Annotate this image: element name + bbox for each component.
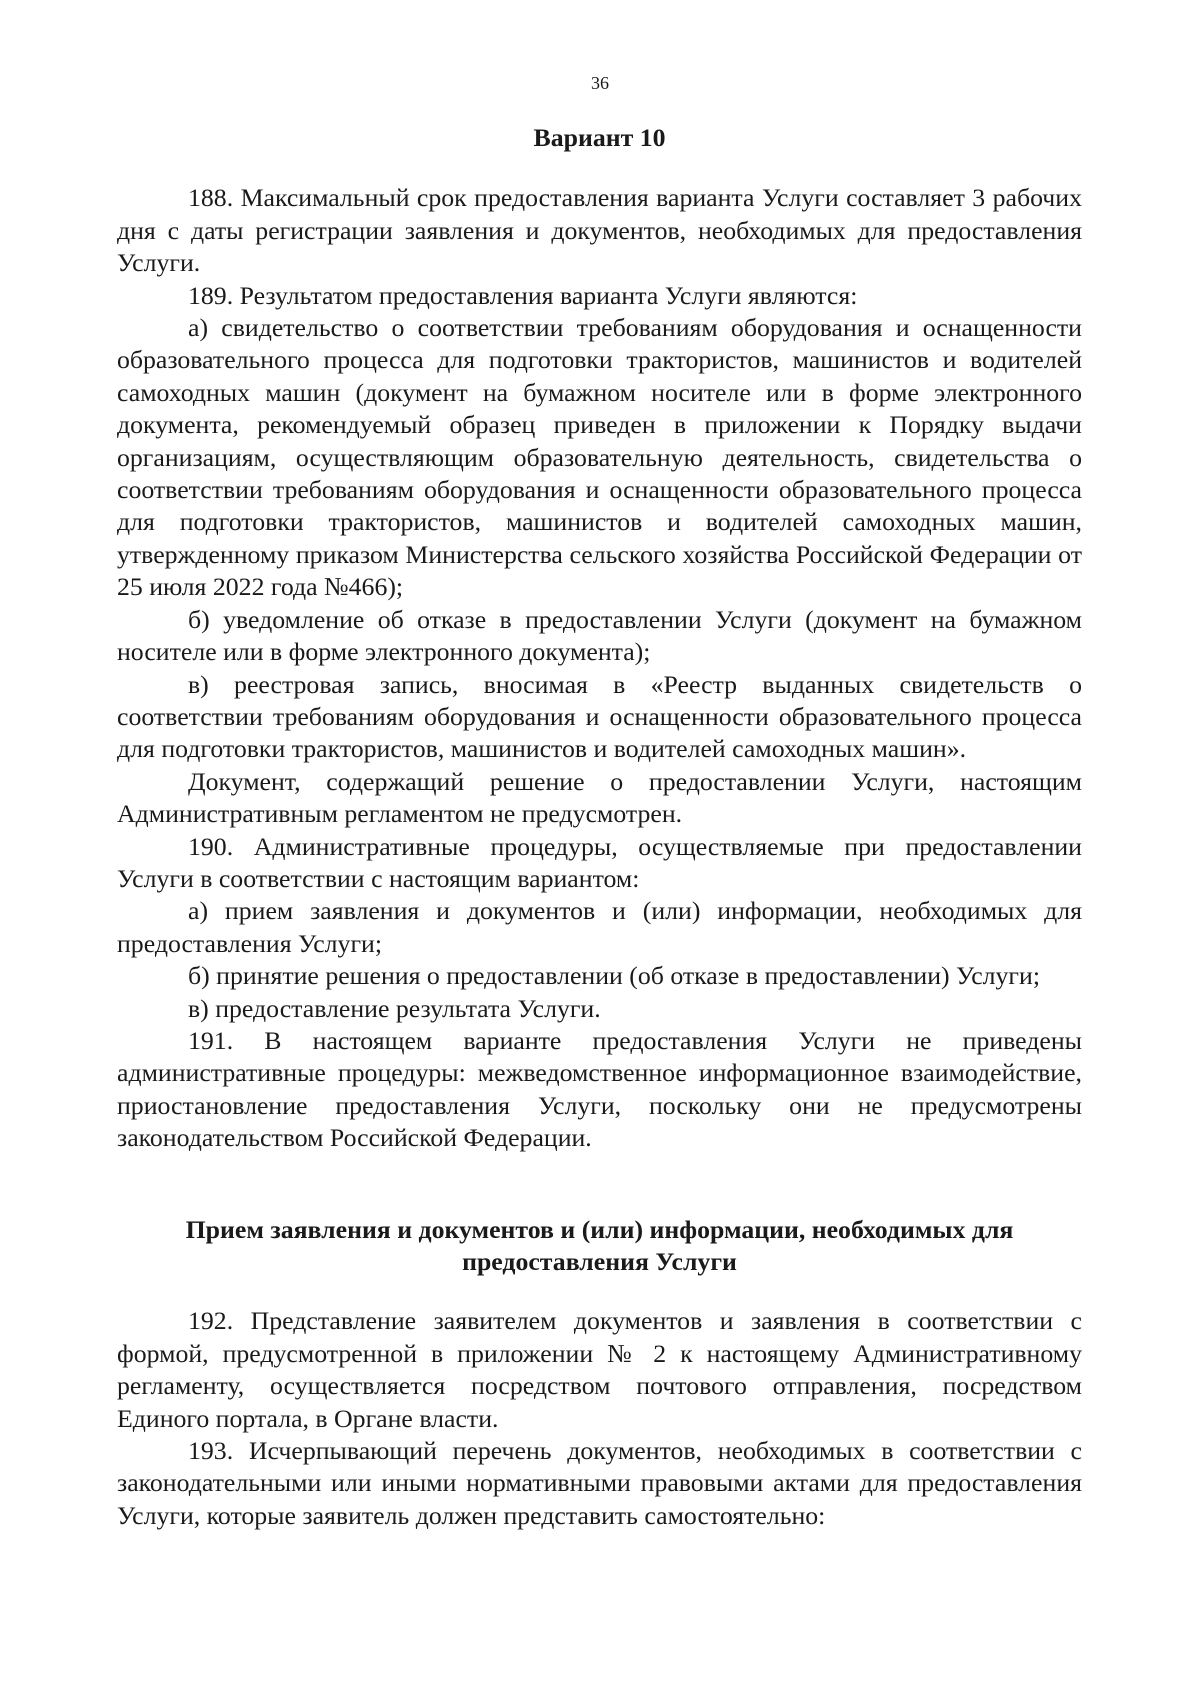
paragraph-190-v: в) предоставление результата Услуги. (188, 993, 601, 1023)
paragraphs-group-1 (117, 182, 1082, 1154)
paragraph-191: 191. В настоящем варианте предоставления Услуги не приведены административные процедуры: межведомственное информационное взаимодействие, приостановление предоставления Услуги, поскольку они не предусмотрены законодательством Российской Федерации. (117, 1025, 1082, 1153)
paragraph-189-b: б) уведомление об отказе в предоставлении Услуги (документ на бумажном носителе или в форме электронного документа); (117, 604, 1082, 667)
paragraph-190-b: б) принятие решения о предоставлении (об отказе в предоставлении) Услуги; (188, 961, 1040, 991)
paragraph-190-a: а) прием заявления и документов и (или) информации, необходимых для предоставления Услуги; (117, 896, 1082, 958)
paragraph-189: 189. Результатом предоставления варианта Услуги являются: (188, 280, 858, 310)
paragraph-188: 188. Максимальный срок предоставления варианта Услуги составляет 3 рабочих дня с даты регистрации заявления и документов, необходимых для предоставления Услуги. (117, 183, 1082, 278)
paragraph-189-a: а) свидетельство о соответствии требованиям оборудования и оснащенности образовательного процесса для подготовки трактористов, машинистов и водителей самоходных машин (документ на бумажном носителе или в форме электронного документа, рекомендуемый образец приведен в приложении к Порядку выдачи организациям, осуществляющим образовательную деятельность, свидетельства о соответствии требованиям оборудования и оснащенности образовательного процесса для подготовки трактористов, машинистов и водителей самоходных машин, утвержденному приказом Министерства сельского хозяйства Российской Федерации от 25 июля 2022 года №466); (117, 313, 1082, 602)
paragraph-189-v: в) реестровая запись, вносимая в «Реестр выданных свидетельств о соответствии требованиям оборудования и оснащенности образовательного процесса для подготовки трактористов, машинистов и водителей самоходных машин». (117, 669, 1082, 764)
variant-heading: Вариант 10 (533, 123, 666, 152)
section-heading-line-1: Прием заявления и документов и (или) информации, необходимых для (185, 1214, 1014, 1244)
paragraphs-group-2 (117, 1305, 1082, 1532)
paragraph-192: 192. Представление заявителем документов и заявления в соответствии с формой, предусмотренной в приложении № 2 к настоящему Административному регламенту, осуществляется посредством почтового отправления, посредством Единого портала, в Органе власти. (117, 1306, 1082, 1433)
section-heading (117, 1214, 1082, 1279)
document-body (117, 122, 1082, 1532)
page-number: 36 (591, 73, 609, 93)
section-heading-line-2: предоставления Услуги (462, 1247, 737, 1276)
paragraph-190: 190. Административные процедуры, осуществляемые при предоставлении Услуги в соответствии с настоящим вариантом: (117, 831, 1082, 893)
paragraph-193: 193. Исчерпывающий перечень документов, необходимых в соответствии с законодательными или иными нормативными правовыми актами для предоставления Услуги, которые заявитель должен представить самостоятельно: (117, 1436, 1082, 1530)
paragraph-decision-note: Документ, содержащий решение о предоставлении Услуги, настоящим Административным регламентом не предусмотрен. (117, 766, 1082, 829)
